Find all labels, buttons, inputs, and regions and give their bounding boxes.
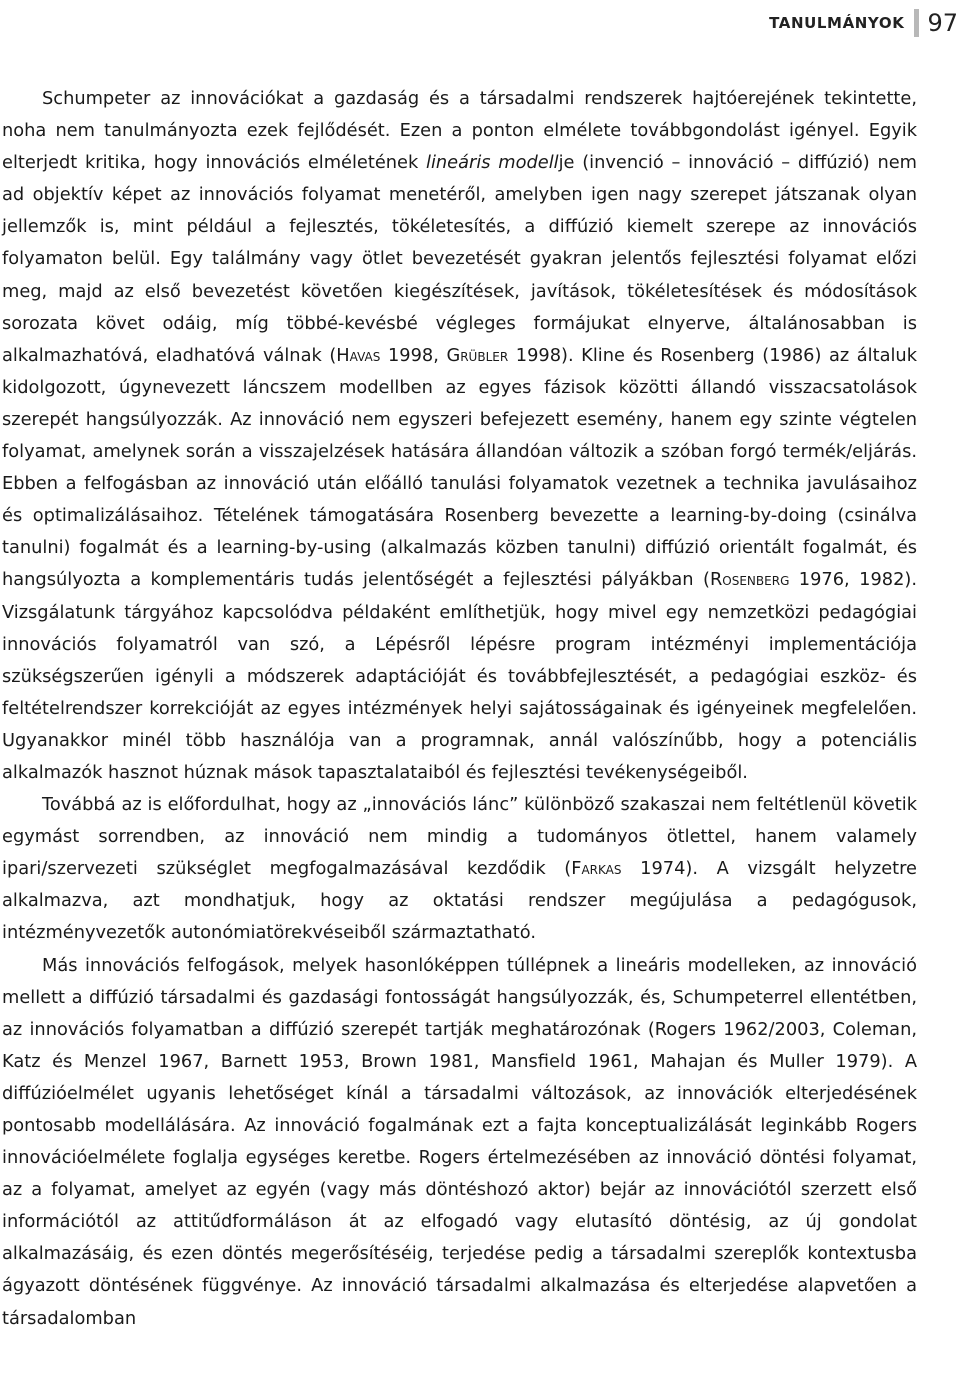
paragraph	[2, 83, 917, 789]
paragraph	[2, 950, 917, 1335]
text-run: Schumpeter az innovációkat a gazdaság és a társadalmi rendszerek hajtóerejének tekintette, noha nem tanulmányozta ezek fejlődését. Ezen a ponton elmélete továbbgondolást igényel. Egyik elterjedt kritika, hogy innovációs elméletének	[2, 88, 917, 174]
section-title: TANULMÁNYOK	[769, 14, 905, 32]
body-text	[2, 83, 917, 1335]
text-run: Továbbá az is előfordulhat, hogy az „innovációs lánc” különböző szakaszai nem feltétlenül követik egymást sorrendben, az innováció nem mindig a tudományos ötlettel, hanem valamely ipari/szervezeti szükséglet megfogalmazásával kezdődik (	[2, 794, 917, 880]
italic-term: lineáris modell	[426, 152, 559, 174]
header-divider	[914, 9, 919, 37]
page-number: 97	[927, 9, 958, 37]
text-run: Más innovációs felfogások, melyek hasonlóképpen túllépnek a lineáris modelleken, az innováció mellett a diffúzió társadalmi és gazdasági fontosságát hangsúlyozzák, és, Schumpeterrel ellentétben, az innovációs folyamatban a diffúzió szerepét tartják meghatározónak (Rogers 1962/2003, Coleman, Katz és Menzel 1967, Barnett 1953, Brown 1981, Mansfield 1961, Mahajan és Muller 1979). A diffúzióelmélet ugyanis lehetőséget kínál a társadalmi változások, az innovációk elterjedésének pontosabb modellálására. Az innováció fogalmának ezt a fajta konceptualizálását leginkább Rogers innovációelmélete foglalja egységes keretbe. Rogers értelmezésében az innováció döntési folyamat, az a folyamat, amelyet az egyén (vagy más döntéshozó aktor) bejár az innovációtól szerzett első információtól az attitűdformáláson át az elfogadó vagy elutasító döntésig, az új gondolat alkalmazásáig, és ezen döntés megerősítéséig, terjedése pedig a társadalmi szereplők kontextusba ágyazott döntésének függvénye. Az innováció társadalmi alkalmazása és elterjedése alapvetően a társadalomban	[2, 954, 917, 1329]
citation-author: Grübler	[446, 344, 509, 366]
running-header	[769, 6, 960, 40]
text-run: 1976, 1982). Vizsgálatunk tárgyához kapcsolódva példaként említhetjük, hogy mivel egy nemzetközi pedagógiai innovációs folyamatról van szó, a Lépésről lépésre program intézményi implementációja szükségszerűen igényli a módszerek adaptációját és továbbfejlesztését, a pedagógiai eszköz- és feltételrendszer korrekcióját az egyes intézmények helyi sajátosságainak és igényeinek megfelelően. Ugyanakkor minél több használója van a programnak, annál valószínűbb, hogy a potenciális alkalmazók hasznot húznak mások tapasztalataiból és fejlesztési tevékenységeiből.	[2, 569, 917, 783]
paragraph	[2, 789, 917, 949]
citation-author: Farkas	[571, 858, 622, 880]
text-run: 1998). Kline és Rosenberg (1986) az általuk kidolgozott, úgynevezett láncszem modellben az egyes fázisok közötti állandó visszacsatolások szerepét hangsúlyozzák. Az innováció nem egyszeri befejezett esemény, hanem egy szinte végtelen folyamat, amelynek során a visszajelzések hatására állandóan változik a szóban forgó termék/eljárás. Ebben a felfogásban az innováció után előálló tanulási folyamatok vezetnek a technika javulásaihoz és optimalizálásaihoz. Tételének támogatására Rosenberg bevezette a learning-by-doing (csinálva tanulni) fogalmát és a learning-by-using (alkalmazás közben tanulni) diffúzió orientált fogalmát, és hangsúlyozta a komplementáris tudás jelentőségét a fejlesztési pályákban (	[2, 344, 917, 591]
text-run: 1974). A vizsgált helyzetre alkalmazva, azt mondhatjuk, hogy az oktatási rendszer megújulása a pedagógusok, intézményvezetők autonómiatörekvéseiből származtatható.	[2, 858, 917, 944]
citation-author: Rosenberg	[709, 569, 790, 591]
text-run: je (invenció – innováció – diffúzió) nem ad objektív képet az innovációs folyamat menetéről, amelyben igen nagy szerepet játszanak olyan jellemzők is, mint például a fejlesztés, tökéletesítés, a diffúzió kiemelt szerepe az innovációs folyamaton belül. Egy találmány vagy ötlet bevezetését gyakran jelentős fejlesztési folyamat előzi meg, majd az első bevezetést követően kiegészítések, javítások, tökéletesítések és módosítások sorozata követ odáig, míg többé-kevésbé végleges formájukat elnyerve, általánosabban is alkalmazhatóvá, eladhatóvá válnak (	[2, 152, 917, 366]
citation-author: Havas	[336, 344, 381, 366]
text-run: 1998,	[380, 344, 447, 366]
